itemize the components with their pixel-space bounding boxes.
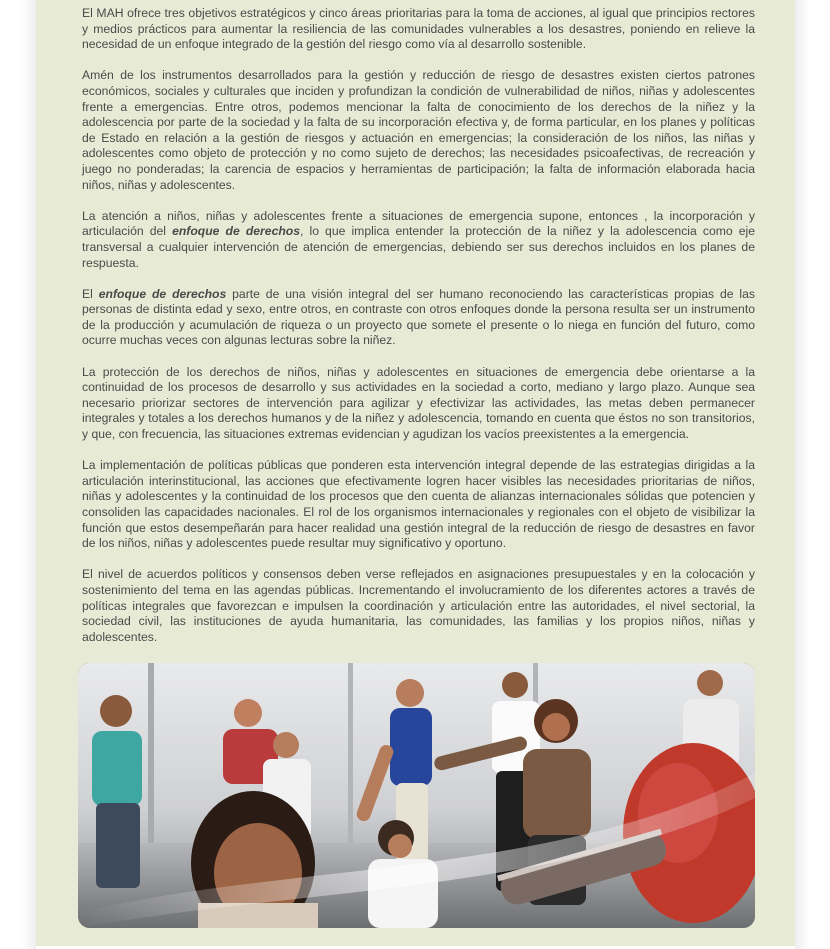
paragraph-4-text-b: parte de una visión integral del ser humano reconociendo las características propias de las personas de distinta edad y sexo, entre otros, en contraste con otros enfoques donde la persona resulta ser un instrumento de la producción y acumulación de riqueza o un proyecto que somete el presente o lo niega en función del futuro, como ocurre muchas veces con algunas lecturas sobre la niñez. xyxy=(82,286,756,348)
paragraph-7 xyxy=(82,567,755,645)
paragraph-4-text-a: El xyxy=(82,286,99,301)
paragraph-6-text: La implementación de políticas públicas que ponderen esta intervención integral depende de las estrategias dirigidas a la articulación interinstitucional, las acciones que efectivamente logren hacer visibles las necesidades prioritarias de niños, niñas y adolescentes y la continuidad de los procesos que den cuenta de alianzas internacionales sólidas que potencien y consoliden las capacidades nacionales. El rol de los organismos internacionales y regionales con el objeto de visibilizar la función que estos desempeñarán para hacer realidad una gestión integral de la reducción de riesgo de desastres en favor de los niños, niñas y adolescentes puede resultar muy significativo y oportuno. xyxy=(82,458,755,551)
group-photo xyxy=(78,663,755,928)
paragraph-3 xyxy=(82,209,755,271)
paragraph-1-text: El MAH ofrece tres objetivos estratégicos y cinco áreas prioritarias para la toma de acciones, al igual que principios rectores y medios prácticos para aumentar la resiliencia de las comunidades vulnerables a los desastres, poniendo en relieve la necesidad de un enfoque integrado de la gestión del riesgo como vía al desarrollo sostenible. xyxy=(82,6,755,52)
page-shadow-right xyxy=(795,0,809,949)
paragraph-5 xyxy=(82,365,755,443)
paragraph-2 xyxy=(82,68,755,193)
paragraph-3-text-a: La atención a niños, niñas y adolescentes frente a situaciones de emergencia supone, entonces , la incorporación y articulación del xyxy=(82,208,755,239)
paragraph-7-text: El nivel de acuerdos políticos y consensos deben verse reflejados en asignaciones presupuestales y en la colocación y sostenimiento del tema en las agendas públicas. Incrementando el involucramiento de los diferentes actores a través de políticas integrales que favorezcan e impulsen la coordinación y articulación entre las autoridades, el nivel sectorial, la sociedad civil, las instituciones de ayuda humanitaria, las comunidades, las familias y los propios niños, niñas y adolescentes. xyxy=(82,567,755,644)
paragraph-2-text: Amén de los instrumentos desarrollados para la gestión y reducción de riesgo de desastres existen ciertos patrones económicos, sociales y culturales que inciden y profundizan la condición de vulnerabilidad de niños, niñas y adolescentes frente a emergencias. Entre otros, podemos mencionar la falta de conocimiento de los derechos de la niñez y la adolescencia por parte de la sociedad y la falta de su incorporación efectiva y, de forma particular, en los planes y políticas de Estado en relación a la gestión de riesgos y actuación en emergencias; la consideración de los niños, las niñas y adolescentes como objeto de protección y no como sujeto de derechos; las necesidades psicoafectivas, de recreación y juego no ponderadas; la carencia de espacios y herramientas de participación; la falta de información elaborada hacia niños, niñas y adolescentes. xyxy=(82,68,755,192)
paragraph-1 xyxy=(82,6,755,53)
paragraph-6 xyxy=(82,458,755,552)
page-shadow-left xyxy=(22,0,36,949)
paragraph-5-text: La protección de los derechos de niños, niñas y adolescentes en situaciones de emergencia debe orientarse a la continuidad de los procesos de desarrollo y sus actividades en la sociedad a corto, mediano y largo plazo. Aunque sea necesario priorizar sectores de intervención para agilizar y efectivizar las actividades, las metas deben permanecer integrales y totales a los derechos humanos y de la niñez y adolescencia, tomando en cuenta que éstos no son transitorios, y que, con frecuencia, las situaciones extremas evidencian y agudizan los vacíos preexistentes a la emergencia. xyxy=(82,364,755,442)
paragraph-3-text-b: , lo que implica entender la protección de la niñez y la adolescencia como eje transversal a cualquier intervención de atención de emergencias, debiendo ser sus derechos incluidos en los planes de respuesta. xyxy=(82,224,756,270)
emphasis-enfoque-de-derechos: enfoque de derechos xyxy=(172,224,301,239)
emphasis-enfoque-de-derechos: enfoque de derechos xyxy=(98,286,227,301)
body-text xyxy=(82,6,755,661)
paragraph-4 xyxy=(82,287,755,349)
photo-group-of-children-and-adults-exercising-icon xyxy=(78,663,755,928)
